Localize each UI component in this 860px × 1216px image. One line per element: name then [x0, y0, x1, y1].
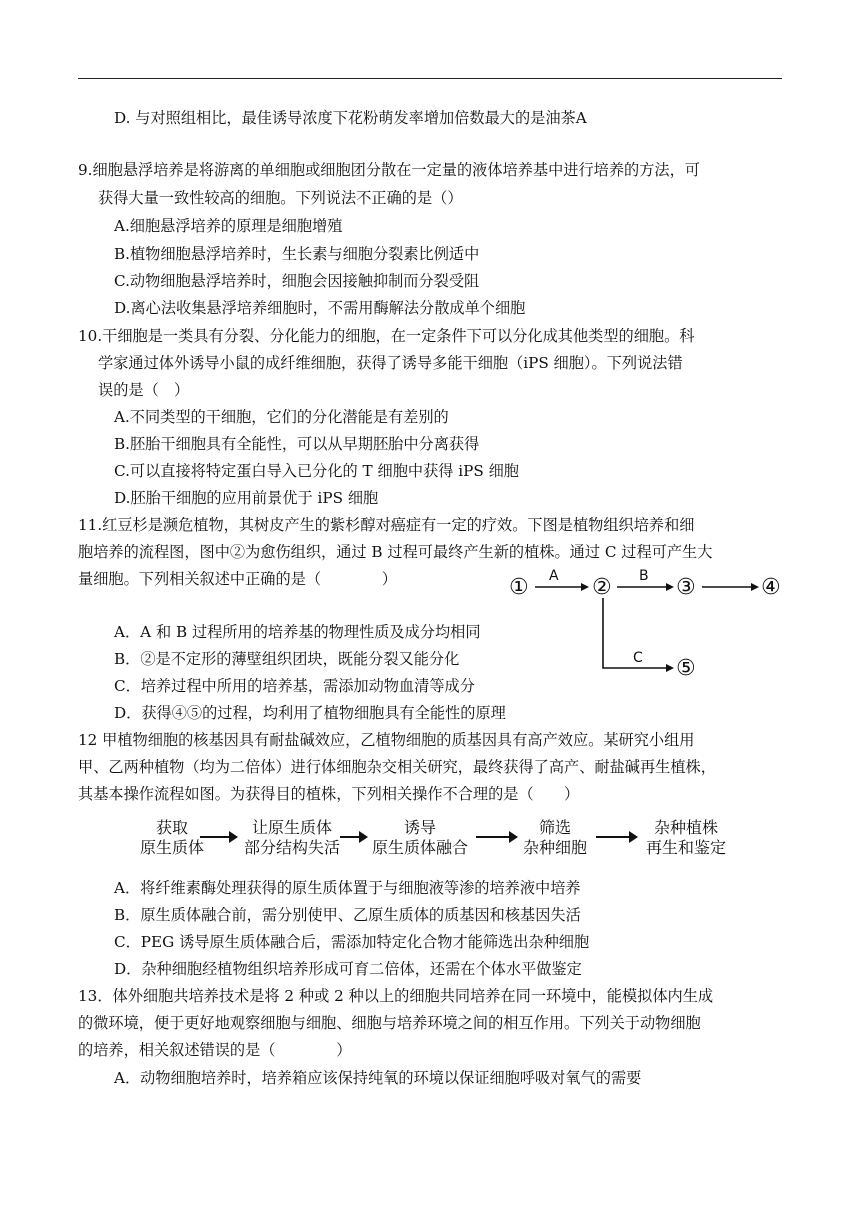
q10-option-a: A.不同类型的干细胞，它们的分化潜能是有差别的 — [114, 408, 449, 426]
flow-step-4-line-1: 筛选 — [538, 818, 571, 837]
q13-stem-line-1: 13．体外细胞共培养技术是将 2 种或 2 种以上的细胞共同培养在同一环境中，能模拟体内生成 — [78, 987, 714, 1005]
q11-stem-line-2: 胞培养的流程图，图中②为愈伤组织，通过 B 过程可最终产生新的植株。通过 C 过程可产生大 — [78, 543, 713, 561]
flow-step-4-line-2: 杂种细胞 — [522, 838, 587, 857]
flow-step-3 — [366, 818, 474, 858]
q11-option-d: D．获得④⑤的过程，均利用了植物细胞具有全能性的原理 — [114, 704, 506, 722]
flow-step-2 — [240, 818, 344, 858]
arrow-a-head — [581, 583, 589, 591]
node-3: ③ — [676, 575, 696, 600]
q9-stem-line-2: 获得大量一致性较高的细胞。下列说法不正确的是（） — [98, 189, 463, 207]
node-5: ⑤ — [676, 656, 696, 681]
q10-stem-line-2: 学家通过体外诱导小鼠的成纤维细胞，获得了诱导多能干细胞（iPS 细胞）。下列说法错 — [98, 354, 683, 372]
q12-stem-line-3: 其基本操作流程如图。为获得目的植株，下列相关操作不合理的是（ ） — [78, 785, 580, 803]
label-c: C — [633, 650, 643, 666]
q11-option-a: A．A 和 B 过程所用的培养基的物理性质及成分均相同 — [114, 623, 481, 641]
q11-stem-line-1: 11.红豆杉是濒危植物，其树皮产生的紫杉醇对癌症有一定的疗效。下图是植物组织培养和细 — [78, 516, 695, 534]
node-4: ④ — [761, 575, 781, 600]
q9-option-d: D.离心法收集悬浮培养细胞时，不需用酶解法分散成单个细胞 — [114, 299, 526, 317]
q12-option-d: D．杂种细胞经植物组织培养形成可育二倍体，还需在个体水平做鉴定 — [114, 960, 582, 978]
q10-option-b: B.胚胎干细胞具有全能性，可以从早期胚胎中分离获得 — [114, 435, 480, 453]
flow-step-1-line-2: 原生质体 — [140, 838, 205, 857]
q13-stem-line-3: 的培养，相关叙述错误的是（ ） — [78, 1041, 352, 1059]
q12-option-c: C．PEG 诱导原生质体融合后，需添加特定化合物才能筛选出杂种细胞 — [114, 933, 590, 951]
q10-option-c: C.可以直接将特定蛋白导入已分化的 T 细胞中获得 iPS 细胞 — [114, 462, 519, 480]
header-rule — [78, 78, 782, 79]
flow-step-2-line-2: 部分结构失活 — [243, 838, 340, 857]
q9-stem-line-1: 9.细胞悬浮培养是将游离的单细胞或细胞团分散在一定量的液体培养基中进行培养的方法，可 — [78, 161, 700, 179]
q10-option-d: D.胚胎干细胞的应用前景优于 iPS 细胞 — [114, 489, 379, 507]
q9-option-c: C.动物细胞悬浮培养时，细胞会因接触抑制而分裂受阻 — [114, 272, 480, 290]
flow-arrow-1 — [200, 836, 236, 838]
q8-option-d: D. 与对照组相比，最佳诱导浓度下花粉萌发率增加倍数最大的是油茶A — [114, 109, 587, 127]
arrow-34-head — [751, 583, 759, 591]
q13-stem-line-2: 的微环境，便于更好地观察细胞与细胞、细胞与培养环境之间的相互作用。下列关于动物细胞 — [78, 1014, 701, 1032]
q11-option-b: B．②是不定形的薄壁组织团块，既能分裂又能分化 — [114, 650, 460, 668]
label-a: A — [549, 568, 559, 584]
q12-stem-line-2: 甲、乙两种植物（均为二倍体）进行体细胞杂交相关研究，最终获得了高产、耐盐碱再生植株， — [78, 758, 716, 776]
flow-arrow-2 — [340, 836, 366, 838]
label-b: B — [639, 568, 649, 584]
q10-stem-line-1: 10.干细胞是一类具有分裂、分化能力的细胞，在一定条件下可以分化成其他类型的细胞。科 — [78, 327, 695, 345]
flow-step-5 — [638, 818, 734, 858]
q11-flow-diagram — [505, 568, 795, 688]
q9-option-b: B.植物细胞悬浮培养时，生长素与细胞分裂素比例适中 — [114, 245, 480, 263]
node-1: ① — [509, 575, 529, 600]
q10-stem-line-3: 误的是（ ） — [98, 381, 190, 399]
arrow-b-head — [666, 583, 674, 591]
flow-arrow-4 — [596, 836, 636, 838]
flow-step-1-line-1: 获取 — [155, 818, 188, 837]
flow-step-2-line-1: 让原生质体 — [251, 818, 332, 837]
flow-step-1 — [140, 818, 204, 858]
q11-option-c: C．培养过程中所用的培养基，需添加动物血清等成分 — [114, 677, 475, 695]
q12-stem-line-1: 12 甲植物细胞的核基因具有耐盐碱效应，乙植物细胞的质基因具有高产效应。某研究小组用 — [78, 731, 695, 749]
flow-step-5-line-1: 杂种植株 — [653, 818, 718, 837]
q13-option-a: A．动物细胞培养时，培养箱应该保持纯氧的环境以保证细胞呼吸对氧气的需要 — [114, 1069, 642, 1087]
arrow-c-head — [666, 664, 674, 672]
flow-arrow-3 — [476, 836, 516, 838]
flow-step-4 — [518, 818, 592, 858]
q12-process-flow — [140, 818, 740, 860]
q9-option-a: A.细胞悬浮培养的原理是细胞增殖 — [114, 217, 343, 235]
node-2: ② — [592, 575, 612, 600]
q12-option-a: A．将纤维素酶处理获得的原生质体置于与细胞液等渗的培养液中培养 — [114, 879, 581, 897]
flow-step-5-line-2: 再生和鉴定 — [645, 838, 726, 857]
q12-option-b: B．原生质体融合前，需分别使甲、乙原生质体的质基因和核基因失活 — [114, 906, 581, 924]
q11-stem-line-3: 量细胞。下列相关叙述中正确的是（ ） — [78, 570, 397, 588]
flow-step-3-line-1: 诱导 — [403, 818, 436, 837]
flow-step-3-line-2: 原生质体融合 — [371, 838, 468, 857]
